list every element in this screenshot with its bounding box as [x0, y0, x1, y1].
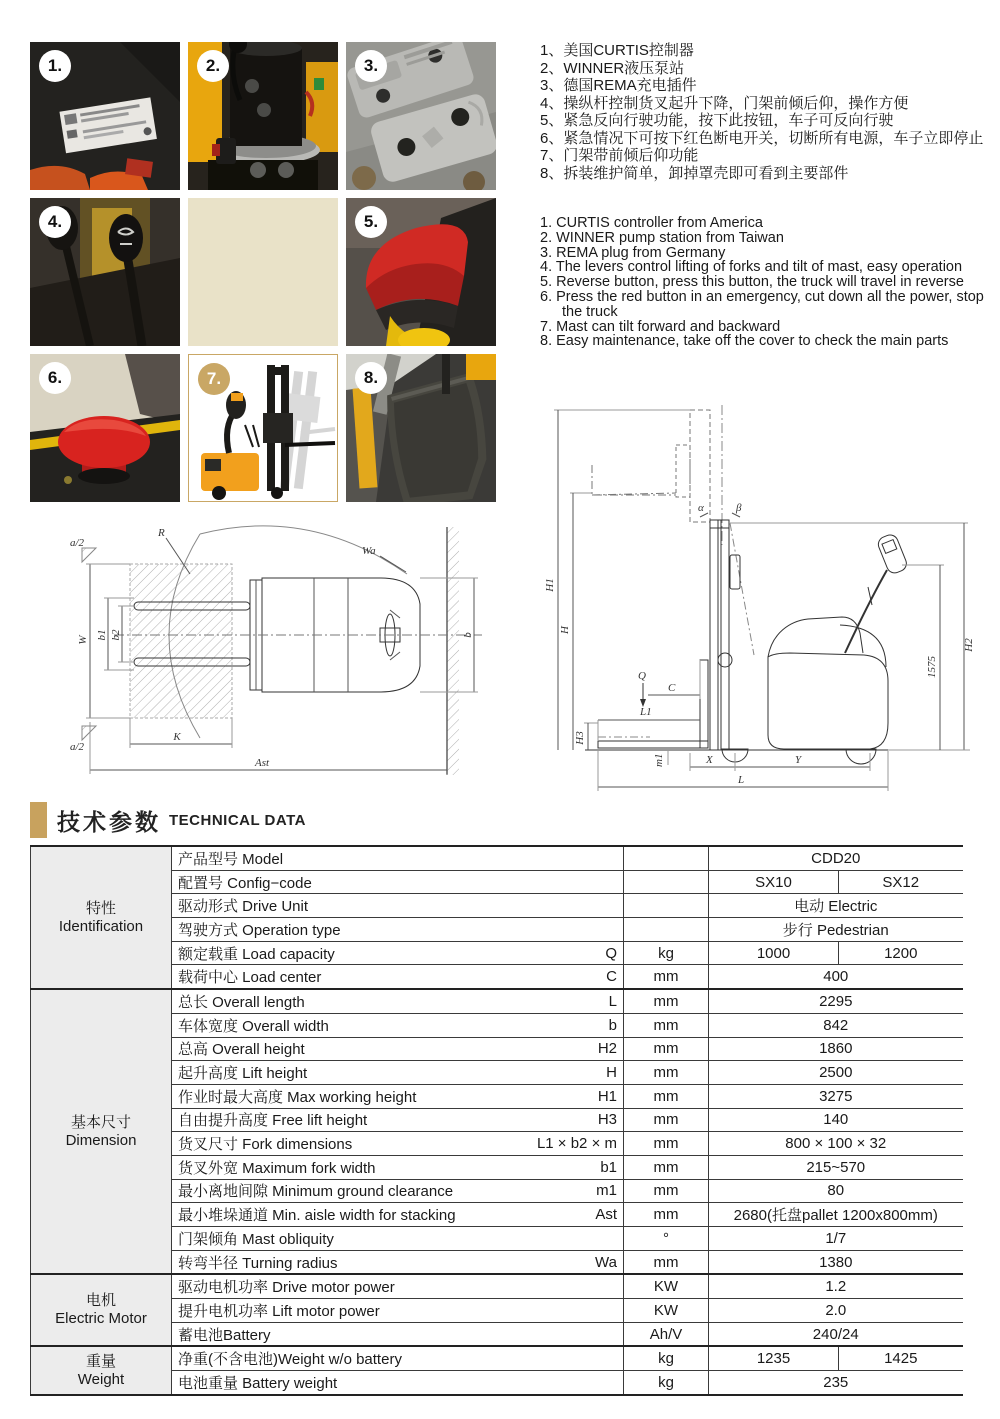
param-unit: mm	[624, 1155, 709, 1179]
feature-en-item: 5. Reverse button, press this button, the truck will travel in reverse	[540, 274, 964, 291]
param-label: 总高 Overall height H2	[172, 1037, 624, 1061]
feature-cn-item: 1、美国CURTIS控制器	[540, 42, 694, 59]
param-unit: mm	[624, 1037, 709, 1061]
section-name-en: Electric Motor	[55, 1310, 147, 1328]
section-dimension	[31, 989, 172, 1274]
param-value: 电动 Electric	[709, 894, 963, 918]
param-label: 车体宽度 Overall width b	[172, 1013, 624, 1037]
param-unit: mm	[624, 965, 709, 989]
dim-label-alpha: α	[698, 502, 704, 514]
gold-accent-square	[30, 802, 47, 838]
photo-number-badge: 1.	[39, 50, 71, 82]
photo-emergency-stop	[30, 354, 180, 502]
param-unit	[624, 870, 709, 894]
product-photo-grid	[30, 42, 496, 502]
feature-cn-item: 5、紧急反向行驶功能，按下此按钮，车子可反向行驶	[540, 112, 894, 129]
photo-number-badge: 3.	[355, 50, 387, 82]
param-unit: mm	[624, 1179, 709, 1203]
feature-en-item: 8. Easy maintenance, take off the cover to check the main parts	[540, 333, 949, 350]
param-label: 提升电机功率 Lift motor power	[172, 1299, 624, 1323]
photo-number-badge: 5.	[355, 206, 387, 238]
param-unit: kg	[624, 1346, 709, 1370]
tech-header-cn: 技术参数	[57, 808, 161, 835]
dim-label-1575: 1575	[926, 656, 938, 678]
param-value: 2500	[709, 1061, 963, 1085]
dim-label-Ast: Ast	[254, 757, 270, 769]
feature-cn-item: 3、德国REMA充电插件	[540, 77, 697, 94]
param-unit	[624, 894, 709, 918]
photo-rema-plug	[346, 42, 496, 190]
param-label: 蓄电池Battery	[172, 1322, 624, 1346]
section-weight	[31, 1346, 172, 1394]
param-value: 400	[709, 965, 963, 989]
dim-label-b2: b2	[110, 629, 122, 641]
param-label: 载荷中心 Load center C	[172, 965, 624, 989]
param-value: 3275	[709, 1084, 963, 1108]
table-row	[31, 1274, 963, 1298]
dim-label-b1: b1	[96, 629, 108, 641]
param-label: 货叉外宽 Maximum fork width b1	[172, 1155, 624, 1179]
table-row	[31, 989, 963, 1013]
param-value: 2.0	[709, 1299, 963, 1323]
feature-en-item: 6. Press the red button in an emergency, cut down all the power, stop the truck	[540, 288, 984, 320]
param-label: 配置号 Config−code	[172, 870, 624, 894]
param-label: 净重(不含电池)Weight w/o battery	[172, 1346, 624, 1370]
param-unit: °	[624, 1227, 709, 1251]
param-unit: mm	[624, 1108, 709, 1132]
dim-label-H1: H1	[544, 578, 556, 592]
param-unit: mm	[624, 1250, 709, 1274]
features-list-chinese	[540, 42, 996, 182]
param-value-sx10: SX10	[709, 870, 839, 894]
param-unit	[624, 846, 709, 870]
param-unit: KW	[624, 1274, 709, 1298]
section-name-en: Dimension	[65, 1131, 137, 1149]
feature-cn-item: 7、门架带前倾后仰功能	[540, 147, 699, 164]
feature-en-item: 7. Mast can tilt forward and backward	[540, 318, 781, 335]
dim-label-W: W	[77, 635, 89, 645]
param-label: 自由提升高度 Free lift height H3	[172, 1108, 624, 1132]
feature-cn-item: 6、紧急情况下可按下红色断电开关，切断所有电源，车子立即停止	[540, 129, 984, 147]
top-view-svg	[62, 522, 492, 797]
param-label: 电池重量 Battery weight	[172, 1371, 624, 1395]
param-label: 产品型号 Model	[172, 846, 624, 870]
section-name-cn: 基本尺寸	[70, 1113, 131, 1131]
feature-en-item: 3. REMA plug from Germany	[540, 244, 726, 261]
dim-label-a2-top: a/2	[70, 537, 85, 549]
section-name-en: Identification	[58, 917, 144, 935]
param-value: 215~570	[709, 1155, 963, 1179]
dim-label-R: R	[158, 527, 165, 539]
param-label: 门架倾角 Mast obliquity	[172, 1227, 624, 1251]
param-value-sx10: 1235	[709, 1346, 839, 1370]
param-label: 起升高度 Lift height H	[172, 1061, 624, 1085]
technical-data-header	[30, 800, 306, 840]
feature-cn-item: 8、拆装维护简单，卸掉罩壳即可看到主要部件	[540, 164, 849, 182]
empty-grid-cell	[188, 198, 338, 346]
param-value: 800 × 100 × 32	[709, 1132, 963, 1156]
section-name-cn: 电机	[85, 1292, 116, 1310]
param-unit: kg	[624, 941, 709, 965]
feature-cn-item: 2、WINNER液压泵站	[540, 59, 685, 77]
photo-curtis-controller	[30, 42, 180, 190]
param-label: 额定载重 Load capacity Q	[172, 941, 624, 965]
param-value: 842	[709, 1013, 963, 1037]
technical-data-table	[30, 845, 963, 1396]
feature-en-item: 2. WINNER pump station from Taiwan	[540, 229, 784, 246]
photo-pump-station	[188, 42, 338, 190]
param-value: 235	[709, 1371, 963, 1395]
param-value-sx12: SX12	[839, 870, 963, 894]
tech-header-en: TECHNICAL DATA	[169, 811, 306, 829]
dim-label-H3: H3	[574, 731, 586, 745]
param-unit: mm	[624, 1013, 709, 1037]
dim-label-L: L	[738, 774, 745, 786]
feature-cn-item: 4、操纵杆控制货叉起升下降，门架前倾后仰，操作方便	[540, 94, 909, 112]
photo-number-badge: 4.	[39, 206, 71, 238]
photo-reverse-button	[346, 198, 496, 346]
param-value-sx10: 1000	[709, 941, 839, 965]
param-label: 作业时最大高度 Max working height H1	[172, 1084, 624, 1108]
param-unit: kg	[624, 1371, 709, 1395]
param-unit: mm	[624, 1132, 709, 1156]
side-view-svg	[540, 405, 995, 803]
photo-control-levers	[30, 198, 180, 346]
photo-number-badge: 6.	[39, 362, 71, 394]
param-label: 最小离地间隙 Minimum ground clearance m1	[172, 1179, 624, 1203]
photo-mast-tilt	[188, 354, 338, 502]
param-label: 最小堆垛通道 Min. aisle width for stacking Ast	[172, 1203, 624, 1227]
section-name-cn: 重量	[85, 1352, 116, 1370]
dim-label-L1: L1	[640, 706, 652, 718]
param-value: CDD20	[709, 846, 963, 870]
feature-en-item: 4. The levers control lifting of forks and tilt of mast, easy operation	[540, 259, 963, 276]
param-value-sx12: 1425	[839, 1346, 963, 1370]
section-electric-motor	[31, 1274, 172, 1346]
param-label: 驱动电机功率 Drive motor power	[172, 1274, 624, 1298]
dim-label-a2-bottom: a/2	[70, 741, 85, 753]
dim-label-Y: Y	[795, 754, 802, 766]
param-value: 步行 Pedestrian	[709, 918, 963, 942]
dim-label-Wa: Wa	[362, 545, 376, 557]
dim-label-Q: Q	[638, 670, 646, 682]
dim-label-X: X	[706, 754, 713, 766]
param-unit: mm	[624, 1203, 709, 1227]
dim-label-m1: m1	[653, 753, 665, 767]
dim-label-H2: H2	[963, 638, 975, 652]
table-row	[31, 846, 963, 870]
param-unit: mm	[624, 1084, 709, 1108]
param-value: 140	[709, 1108, 963, 1132]
dim-label-beta: β	[736, 502, 742, 514]
param-value: 2680(托盘pallet 1200x800mm)	[709, 1203, 963, 1227]
features-list-english	[540, 216, 998, 349]
param-label: 总长 Overall length L	[172, 989, 624, 1013]
param-value: 1860	[709, 1037, 963, 1061]
section-name-en: Weight	[77, 1370, 125, 1388]
param-unit	[624, 918, 709, 942]
param-label: 驾驶方式 Operation type	[172, 918, 624, 942]
dim-label-b: b	[462, 632, 474, 638]
param-unit: KW	[624, 1299, 709, 1323]
feature-en-item: 1. CURTIS controller from America	[540, 215, 763, 231]
param-unit: mm	[624, 989, 709, 1013]
dim-label-C: C	[668, 682, 676, 694]
param-label: 转弯半径 Turning radius Wa	[172, 1250, 624, 1274]
section-name-cn: 特性	[85, 899, 116, 917]
table-row	[31, 1346, 963, 1370]
dim-label-H: H	[559, 626, 571, 634]
param-value: 2295	[709, 989, 963, 1013]
photo-number-badge: 7.	[198, 363, 230, 395]
param-value: 1/7	[709, 1227, 963, 1251]
param-value: 240/24	[709, 1322, 963, 1346]
param-label: 货叉尺寸 Fork dimensions L1 × b2 × m	[172, 1132, 624, 1156]
photo-number-badge: 8.	[355, 362, 387, 394]
dim-label-K: K	[173, 731, 181, 743]
photo-cover-panel	[346, 354, 496, 502]
param-value: 1.2	[709, 1274, 963, 1298]
top-view-drawing	[62, 522, 492, 802]
param-value: 1380	[709, 1250, 963, 1274]
param-unit: Ah/V	[624, 1322, 709, 1346]
side-view-drawing	[540, 405, 995, 808]
param-value-sx12: 1200	[839, 941, 963, 965]
param-unit: mm	[624, 1061, 709, 1085]
param-label: 驱动形式 Drive Unit	[172, 894, 624, 918]
section-identification	[31, 846, 172, 989]
photo-number-badge: 2.	[197, 50, 229, 82]
param-value: 80	[709, 1179, 963, 1203]
